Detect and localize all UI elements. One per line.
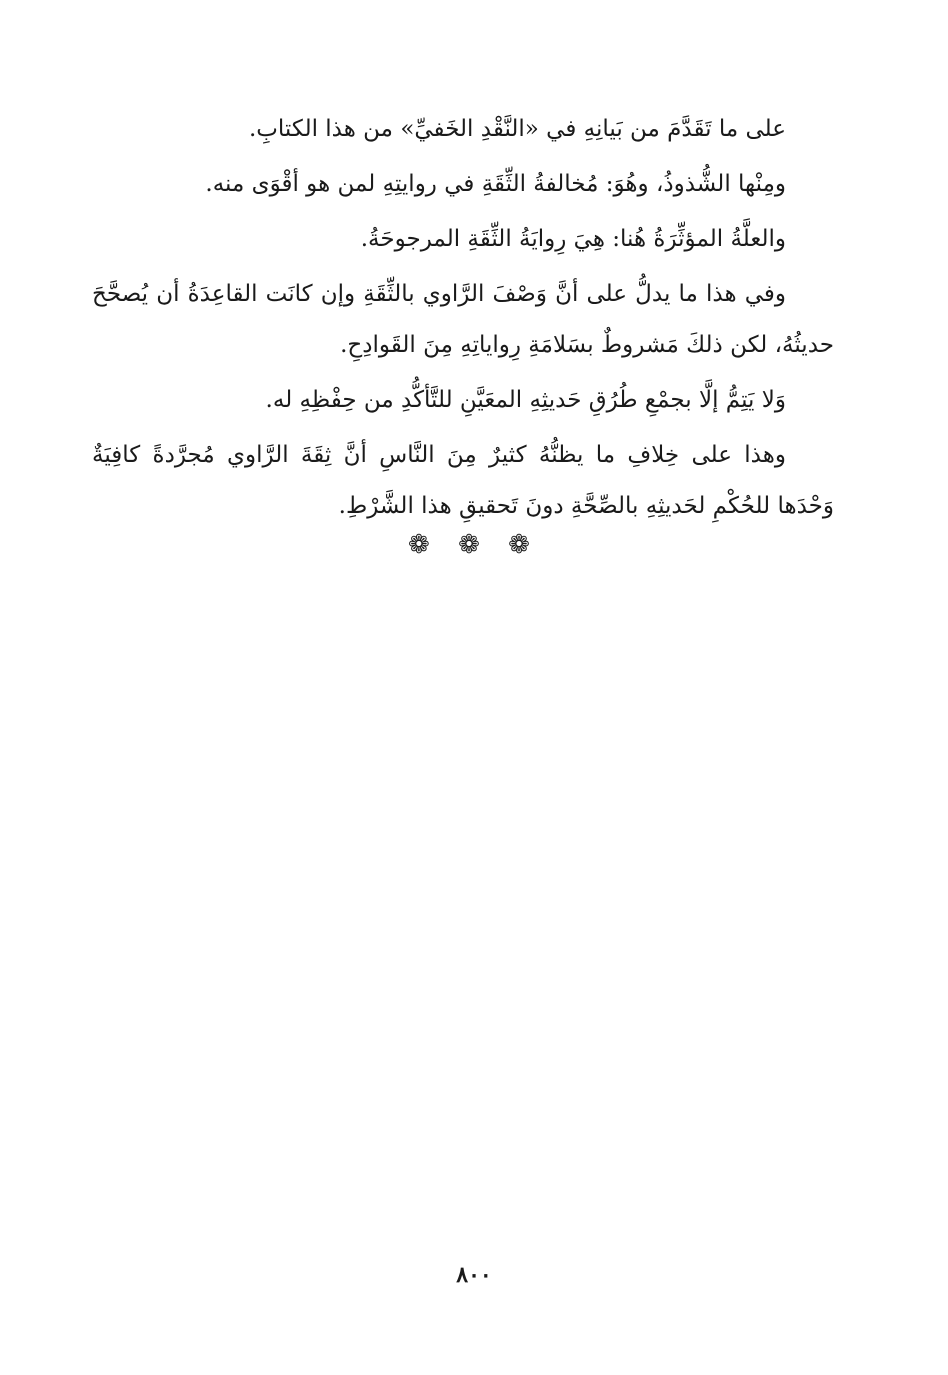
- paragraph: والعلَّةُ المؤثِّرَةُ هُنا: هِيَ رِوايَةُ الثِّقَةِ المرجوحَةُ.: [360, 226, 786, 252]
- section-separator: ❁ ❁ ❁: [408, 530, 540, 560]
- paragraph: وَلا يَتِمُّ إلَّا بجمْعِ طُرُقِ حَديثِهِ المعَيَّنِ للتَّأكُّدِ من حِفْظِهِ له.: [265, 387, 786, 413]
- page-number: ٨٠٠: [456, 1262, 492, 1288]
- body-text: [92, 104, 834, 536]
- paragraph: وهذا على خِلافِ ما يظنُّهُ كثيرٌ مِنَ النَّاسِ أنَّ ثِقَةَ الرَّاوي مُجرَّدةً كافِيَةٌ وَحْدَها للحُكْمِ لحَديثِهِ بالصِّحَّةِ دونَ تَحقيقِ هذا الشَّرْطِ.: [92, 442, 834, 519]
- paragraph: وفي هذا ما يدلُّ على أنَّ وَصْفَ الرَّاوي بالثِّقَةِ وإن كانَت القاعِدَةُ أن يُصحَّحَ حديثُهُ، لكن ذلكَ مَشروطٌ بسَلامَةِ رِواياتِهِ مِنَ القَوادِحِ.: [92, 281, 834, 358]
- paragraph: على ما تَقَدَّمَ من بَيانِهِ في «النَّقْدِ الخَفيِّ» من هذا الكتابِ.: [248, 116, 786, 142]
- paragraph: ومِنْها الشُّذوذُ، وهُوَ: مُخالفةُ الثِّقَةِ في روايتِهِ لمن هو أقْوَى منه.: [205, 171, 786, 197]
